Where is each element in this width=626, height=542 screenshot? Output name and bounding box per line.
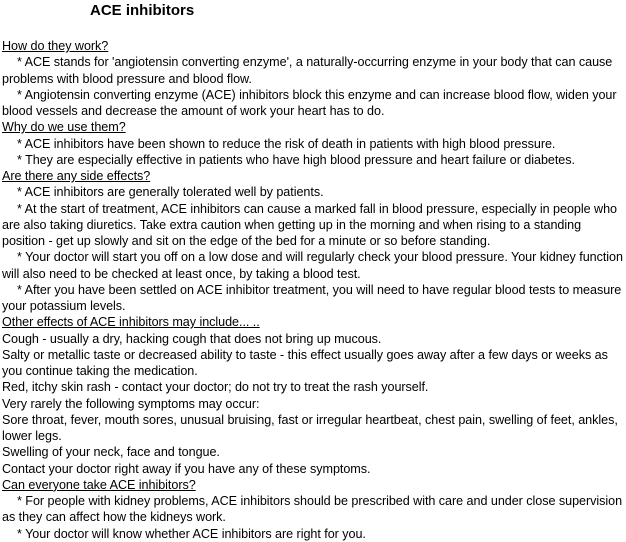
bullet-item: * ACE inhibitors are generally tolerated well by patients. (17, 185, 324, 200)
list-item: Sore throat, fever, mouth sores, unusual bruising, fast or irregular heartbeat, chest pain, swelling of feet, ankles, lower legs. (2, 412, 618, 443)
list-item: Swelling of your neck, face and tongue. (2, 445, 220, 460)
bullet-item: * ACE inhibitors have been shown to reduce the risk of death in patients with high blood pressure. (17, 136, 556, 151)
list-item: Cough - usually a dry, hacking cough that does not bring up mucous. (2, 331, 382, 346)
bullet-item: * Angiotensin converting enzyme (ACE) inhibitors block this enzyme and can increase blood flow, widen your blood vessels and decrease the amount of work your heart has to do. (2, 87, 617, 118)
bullet-item: * Your doctor will start you off on a low dose and will regularly check your blood pressure. Your kidney function will also need to be checked at least once, by taking a blood test. (2, 250, 623, 281)
document-content (2, 38, 624, 542)
bullet-item: * For people with kidney problems, ACE inhibitors should be prescribed with care and under close supervision as they can affect how the kidneys work. (2, 494, 623, 525)
list-item: Contact your doctor right away if you have any of these symptoms. (2, 461, 371, 476)
section-heading-who-can-take: Can everyone take ACE inhibitors? (2, 477, 196, 492)
bullet-item: * They are especially effective in patients who have high blood pressure and heart failure or diabetes. (17, 152, 575, 167)
bullet-item: * At the start of treatment, ACE inhibitors can cause a marked fall in blood pressure, especially in people who are also taking diuretics. Take extra caution when getting up in the morning and when rising to a standing position - get up slowly and sit on the edge of the bed for a minute or so before standing. (2, 201, 617, 248)
list-item: Red, itchy skin rash - contact your doctor; do not try to treat the rash yourself. (2, 380, 429, 395)
section-heading-why-use: Why do we use them? (2, 120, 126, 135)
bullet-item: * ACE stands for 'angiotensin converting enzyme', a naturally-occurring enzyme in your body that can cause problems with blood pressure and blood flow. (2, 55, 613, 86)
document-page (2, 0, 624, 542)
bullet-item: * Your doctor will know whether ACE inhibitors are right for you. (17, 526, 366, 541)
section-heading-how-they-work: How do they work? (2, 39, 109, 53)
section-heading-other-effects: Other effects of ACE inhibitors may include... .. (2, 315, 260, 330)
section-heading-side-effects: Are there any side effects? (2, 169, 151, 183)
list-item: Very rarely the following symptoms may occur: (2, 396, 260, 411)
page-title: ACE inhibitors (90, 2, 195, 19)
bullet-item: * After you have been settled on ACE inhibitor treatment, you will need to have regular blood tests to measure your potassium levels. (2, 282, 622, 313)
list-item: Salty or metallic taste or decreased ability to taste - this effect usually goes away after a few days or weeks as you continue taking the medication. (2, 347, 608, 378)
